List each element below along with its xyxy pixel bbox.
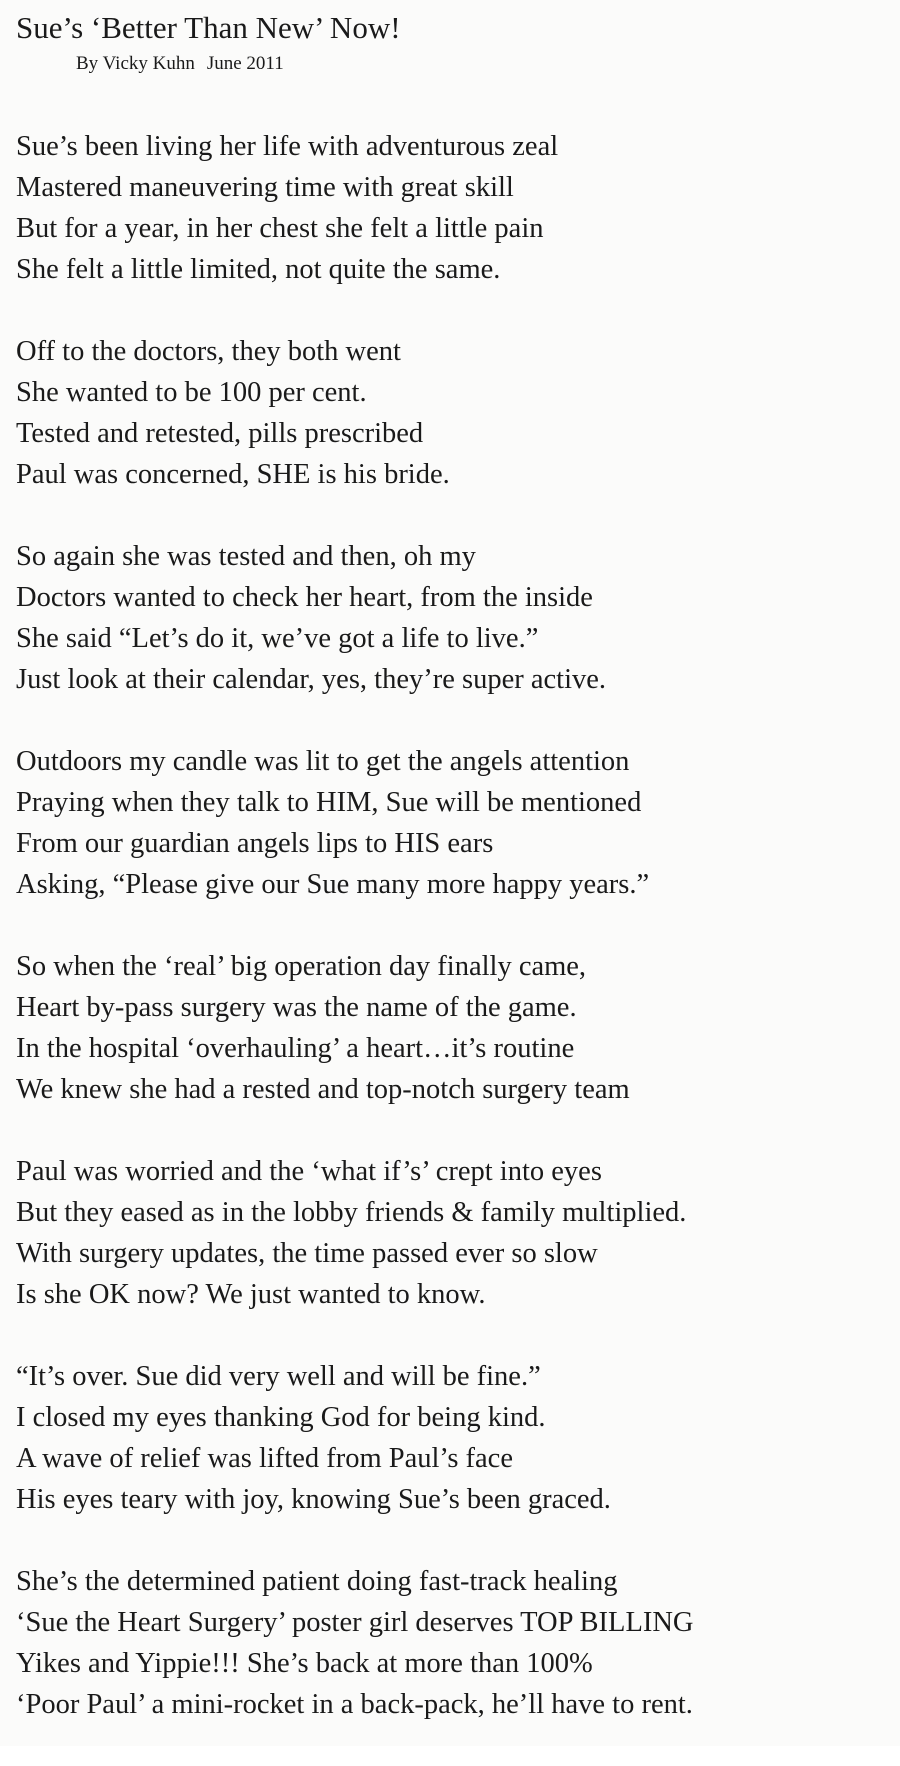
poem-line: We knew she had a rested and top-notch surgery team [16, 1074, 630, 1105]
stanza-8 [16, 1561, 896, 1725]
byline [76, 52, 284, 76]
poem-body [16, 126, 896, 1766]
poem-line: A wave of relief was lifted from Paul’s face [16, 1443, 513, 1474]
poem-line: I closed my eyes thanking God for being kind. [16, 1402, 546, 1433]
poem-line: Is she OK now? We just wanted to know. [16, 1279, 486, 1310]
poem-line: But for a year, in her chest she felt a little pain [16, 213, 544, 244]
poem-line: She’s the determined patient doing fast-track healing [16, 1566, 618, 1597]
poem-line: So again she was tested and then, oh my [16, 541, 476, 572]
stanza-5 [16, 946, 896, 1110]
poem-line: Outdoors my candle was lit to get the angels attention [16, 746, 630, 777]
poem-line: Tested and retested, pills prescribed [16, 418, 424, 449]
stanza-1 [16, 126, 896, 290]
poem-title: Sue’s ‘Better Than New’ Now! [16, 10, 401, 45]
poem-line: Doctors wanted to check her heart, from the inside [16, 582, 593, 613]
stanza-4 [16, 741, 896, 905]
stanza-3 [16, 536, 896, 700]
poem-line: She felt a little limited, not quite the same. [16, 254, 501, 285]
poem-line: Paul was worried and the ‘what if’s’ crept into eyes [16, 1156, 602, 1187]
poem-line: Sue’s been living her life with adventurous zeal [16, 131, 559, 162]
stanza-2 [16, 331, 896, 495]
poem-line: Yikes and Yippie!!! She’s back at more than 100% [16, 1648, 593, 1679]
poem-line: ‘Sue the Heart Surgery’ poster girl deserves TOP BILLING [16, 1607, 694, 1638]
poem-line: She said “Let’s do it, we’ve got a life to live.” [16, 623, 539, 654]
poem-line: But they eased as in the lobby friends & family multiplied. [16, 1197, 687, 1228]
author-name: By Vicky Kuhn [76, 53, 195, 74]
poem-line: Paul was concerned, SHE is his bride. [16, 459, 450, 490]
poem-line: From our guardian angels lips to HIS ears [16, 828, 494, 859]
publication-date: June 2011 [206, 53, 284, 74]
stanza-7 [16, 1356, 896, 1520]
poem-line: ‘Poor Paul’ a mini-rocket in a back-pack, he’ll have to rent. [16, 1689, 693, 1720]
poem-line: Just look at their calendar, yes, they’re super active. [16, 664, 607, 695]
poem-line: She wanted to be 100 per cent. [16, 377, 367, 408]
poem-line: With surgery updates, the time passed ever so slow [16, 1238, 598, 1269]
poem-line: Mastered maneuvering time with great skill [16, 172, 514, 203]
poem-line: Heart by-pass surgery was the name of the game. [16, 992, 577, 1023]
poem-line: Asking, “Please give our Sue many more happy years.” [16, 869, 650, 900]
poem-line: Off to the doctors, they both went [16, 336, 401, 367]
poem-line: His eyes teary with joy, knowing Sue’s been graced. [16, 1484, 611, 1515]
poem-line: So when the ‘real’ big operation day finally came, [16, 951, 587, 982]
poem-line: In the hospital ‘overhauling’ a heart…it’s routine [16, 1033, 575, 1064]
poem-line: “It’s over. Sue did very well and will be fine.” [16, 1361, 541, 1392]
poem-line: Praying when they talk to HIM, Sue will be mentioned [16, 787, 642, 818]
stanza-6 [16, 1151, 896, 1315]
